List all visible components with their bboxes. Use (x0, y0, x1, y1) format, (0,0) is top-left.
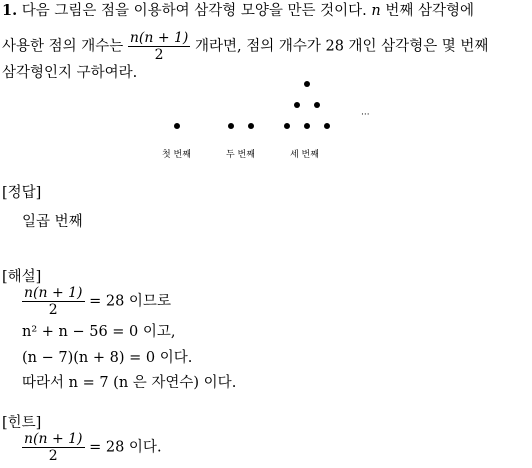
problem-fraction (128, 30, 191, 63)
caption-third: 세 번째 (290, 150, 319, 160)
solution-label: [해설] (2, 269, 42, 285)
problem-line1-text: 다음 그림은 점을 이용하여 삼각형 모양을 만든 것이다. (21, 3, 367, 19)
caption-first: 첫 번째 (162, 150, 191, 160)
answer-label: [정답] (2, 185, 42, 201)
solution-line-3: (n − 7)(n + 8) = 0 이다. (22, 350, 193, 366)
problem-line2-tail: 개라면, 점의 개수가 28 개인 삼각형은 몇 번째 (195, 38, 489, 55)
problem-line-2 (2, 30, 488, 63)
dot (304, 123, 310, 129)
solution-fraction (22, 285, 85, 318)
problem-line-1 (2, 2, 474, 20)
dot (294, 102, 300, 108)
dot (228, 123, 234, 129)
problem-line3-text: 삼각형인지 구하여라. (2, 65, 138, 81)
solution-frac-den: 2 (48, 302, 58, 318)
problem-line-3 (2, 64, 137, 82)
hint-fraction (22, 431, 85, 464)
dot (174, 123, 180, 129)
problem-line2-head: 사용한 점의 개수는 (2, 38, 124, 55)
problem-frac-num: n(n + 1) (129, 30, 189, 46)
dot (284, 123, 290, 129)
solution-line-4: 따라서 n = 7 (n 은 자연수) 이다. (22, 375, 237, 391)
dot (324, 123, 330, 129)
hint-label: [힌트] (2, 415, 42, 431)
answer-text: 일곱 번째 (22, 214, 83, 230)
hint-frac-num: n(n + 1) (24, 431, 83, 447)
problem-number: 1. (2, 2, 18, 19)
dot (314, 102, 320, 108)
hint-line (22, 431, 162, 464)
solution-line-2: n² + n − 56 = 0 이고, (22, 324, 176, 340)
problem-frac-den: 2 (154, 47, 164, 63)
hint-frac-den: 2 (48, 448, 58, 464)
dot (248, 123, 254, 129)
problem-line1-tail: 번째 삼각형에 (385, 3, 474, 19)
solution-frac-num: n(n + 1) (24, 285, 83, 301)
caption-second: 두 번째 (226, 150, 255, 160)
figure-ellipsis: ··· (361, 110, 370, 120)
solution-line-1 (22, 285, 171, 318)
solution-line1-tail: = 28 이므로 (89, 293, 171, 310)
problem-line1-var: n (371, 3, 381, 19)
hint-tail: = 28 이다. (89, 439, 162, 456)
dot (304, 81, 310, 87)
